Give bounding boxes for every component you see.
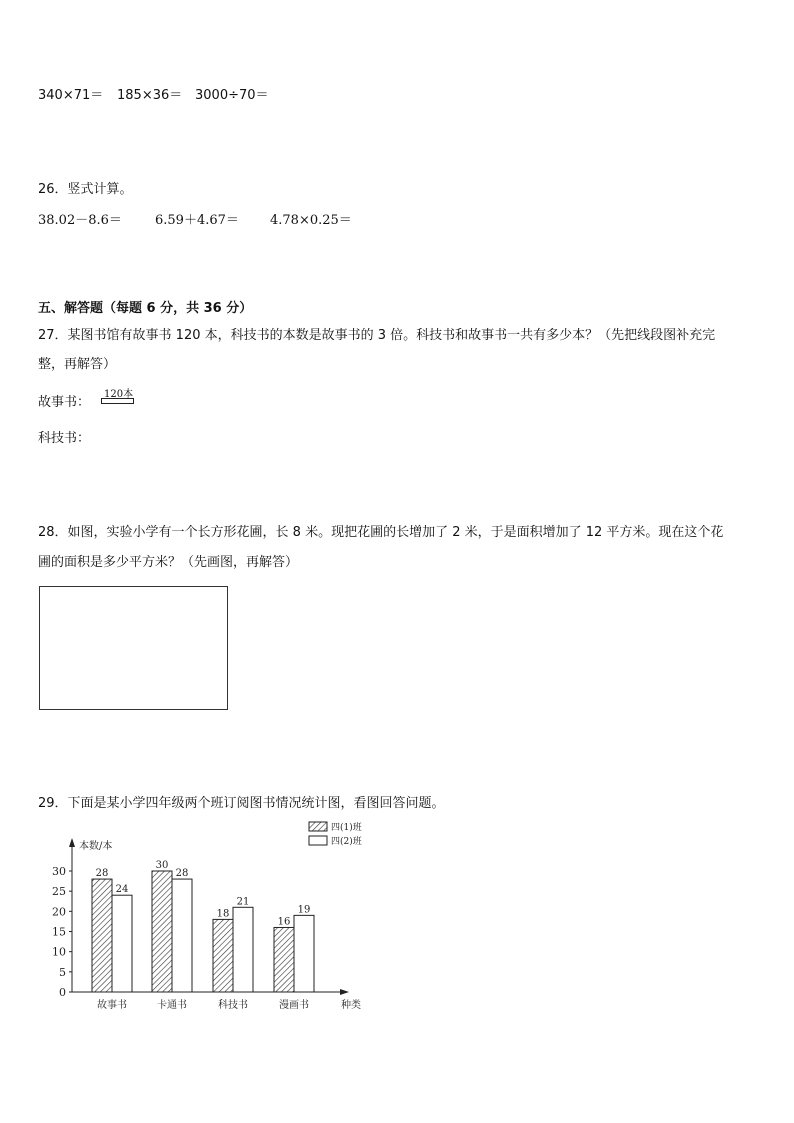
y-tick-label: 10 [52, 945, 66, 959]
q27-text-line2: 整，再解答） [38, 357, 117, 372]
bar-value-label: 28 [95, 868, 109, 880]
top-calc-3: 3000÷70＝ [195, 88, 269, 103]
bar-class1 [213, 919, 233, 992]
legend-swatch [309, 822, 327, 831]
top-calc-1: 340×71＝ [38, 88, 104, 103]
legend-swatch [309, 836, 327, 845]
q26-title: 26．竖式计算。 [38, 182, 133, 197]
y-tick-label: 0 [59, 986, 66, 999]
story-book-label: 故事书： [38, 395, 91, 410]
category-label: 故事书 [97, 1000, 127, 1011]
bar-class1 [274, 927, 294, 992]
bar-class1 [152, 871, 172, 992]
q28-text-line1: 28．如图，实验小学有一个长方形花圃，长 8 米。现把花圃的长增加了 2 米，于是面积增加了 12 平方米。现在这个花 [38, 525, 724, 540]
x-axis-label: 种类 [341, 1000, 361, 1011]
q26-expr-1: 38.02－8.6＝ [38, 213, 122, 228]
q26-expr-3: 4.78×0.25＝ [270, 213, 352, 228]
category-label: 漫画书 [279, 1000, 309, 1011]
bar-value-label: 16 [277, 916, 291, 928]
y-tick-label: 5 [59, 965, 66, 979]
y-axis-label: 本数/本 [79, 841, 113, 852]
q26-expr-2: 6.59＋4.67＝ [155, 213, 239, 228]
y-tick-label: 15 [52, 925, 66, 939]
bar-value-label: 21 [236, 896, 250, 908]
bar-value-label: 24 [115, 884, 129, 896]
bar-class2 [112, 895, 132, 992]
bar-value-label: 19 [297, 904, 311, 916]
bar-class2 [233, 907, 253, 992]
q27-text-line1: 27．某图书馆有故事书 120 本，科技书的本数是故事书的 3 倍。科技书和故事书一共有多少本？（先把线段图补充完 [38, 328, 716, 343]
category-label: 卡通书 [157, 1000, 187, 1011]
bar-value-label: 18 [216, 908, 230, 920]
y-tick-label: 25 [52, 885, 66, 899]
y-tick-label: 20 [52, 905, 66, 919]
q29-title: 29．下面是某小学四年级两个班订阅图书情况统计图，看图回答问题。 [38, 796, 445, 811]
bar-value-label: 30 [155, 860, 169, 871]
legend-label: 四(1)班 [331, 823, 362, 833]
bar-class1 [92, 879, 112, 992]
y-axis-arrow [69, 838, 75, 847]
q28-text-line2: 圃的面积是多少平方米？（先画图，再解答） [38, 555, 299, 570]
top-calc-2: 185×36＝ [117, 88, 183, 103]
bar-value-label: 28 [175, 868, 189, 880]
bar-class2 [172, 879, 192, 992]
category-label: 科技书 [218, 1000, 248, 1011]
science-book-label: 科技书： [38, 431, 91, 446]
section-5-title: 五、解答题（每题 6 分，共 36 分） [38, 301, 253, 316]
y-tick-label: 30 [52, 865, 66, 878]
segment-value-label: 120本 [104, 389, 134, 400]
bar-class2 [294, 915, 314, 992]
x-axis-arrow [340, 989, 349, 995]
legend-label: 四(2)班 [331, 837, 362, 847]
